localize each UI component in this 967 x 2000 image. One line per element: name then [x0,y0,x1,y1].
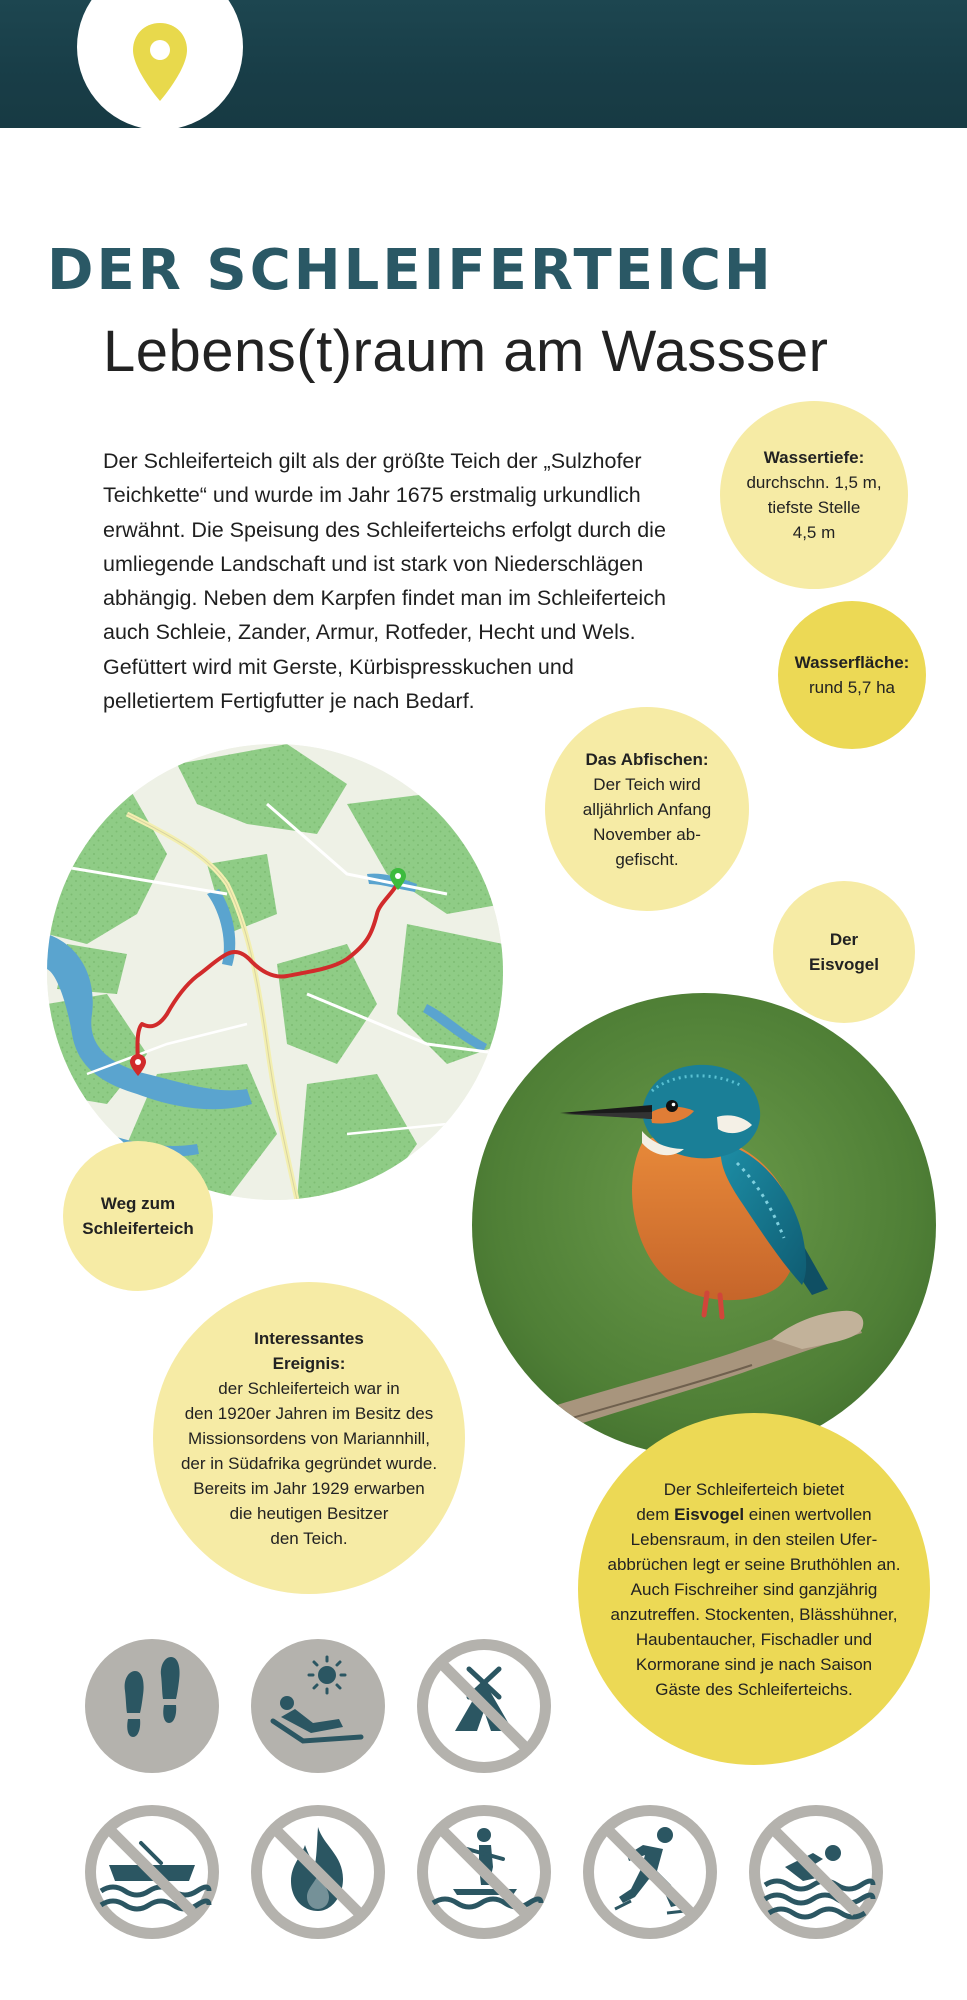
intro-line: erwähnt. Die Speisung des Schleiferteichs erfolgt durch die [103,517,666,542]
fact-eisvogel-text [578,1413,930,1765]
no-paddleboard-icon [417,1805,551,1939]
intro-text [103,444,693,718]
no-boating-icon [85,1805,219,1939]
kingfisher-photo [472,993,936,1457]
fact-line: den Teich. [270,1528,348,1548]
location-pin-icon [130,21,190,105]
no-ice-skating-icon [583,1805,717,1939]
intro-line: pelletiertem Fertigfutter je nach Bedarf. [103,689,475,714]
fact-wasserflaeche [778,601,926,749]
fact-line: die heutigen Besitzer [229,1503,389,1523]
fact-label: Schleiferteich [82,1219,194,1238]
no-swimming-icon [749,1805,883,1939]
sunbathing-icon [251,1639,385,1773]
footprints-icon [85,1639,219,1773]
fact-line: Haubentaucher, Fischadler und [635,1629,873,1649]
fact-label: Wassertiefe: [763,448,865,467]
intro-line: Der Schleiferteich gilt als der größte Teich der „Sulzhofer [103,449,642,473]
fact-line: gefischt. [615,849,679,869]
fact-line: alljährlich Anfang [582,799,712,819]
intro-line: abhängig. Neben dem Karpfen findet man im Schleiferteich [103,586,666,611]
no-fire-icon [251,1805,385,1939]
no-camping-icon [417,1639,551,1773]
intro-line: umliegende Landschaft und ist stark von Niederschlägen [103,551,644,576]
fact-line: der Schleiferteich war in [218,1378,400,1398]
fact-line: Der Schleiferteich bietet [663,1479,845,1499]
fact-line: Kormorane sind je nach Saison [635,1654,873,1674]
kingfisher-illustration [472,993,936,1457]
fact-wassertiefe [720,401,908,589]
fact-line: anzutreffen. Stockenten, Blässhühner, [610,1604,898,1624]
fact-line: Auch Fischreiher sind ganzjährig [630,1579,878,1599]
fact-line: Gäste des Schleiferteichs. [655,1679,853,1699]
fact-label: Weg zum [100,1194,176,1213]
fact-line: Missionsordens von Mariannhill, [188,1428,430,1448]
fact-line: November ab- [593,824,701,844]
fact-label: Interessantes [254,1328,364,1348]
fact-line: 4,5 m [792,523,836,542]
fact-label: Das Abfischen: [585,749,709,769]
route-map-graphic [47,744,503,1200]
route-map [47,744,503,1200]
fact-text: einen wertvollen [744,1504,872,1524]
intro-line: Gefüttert wird mit Gerste, Kürbispresskuchen und [103,654,574,679]
intro-line: Teichkette“ und wurde im Jahr 1675 erstmalig urkundlich [103,483,641,508]
intro-line: auch Schleie, Zander, Armur, Rotfeder, Hecht und Wels. [103,620,636,645]
fact-text: dem [636,1504,675,1524]
fact-line: abbrüchen legt er seine Bruthöhlen an. [607,1554,901,1574]
fact-line: durchschn. 1,5 m, [746,473,882,492]
fact-line: den 1920er Jahren im Besitz des [184,1403,434,1423]
fact-abfischen [545,707,749,911]
fact-label: Eisvogel [809,955,879,974]
fact-label: Ereignis: [272,1353,346,1373]
fact-line: Der Teich wird [593,774,701,794]
fact-line: Lebensraum, in den steilen Ufer- [630,1529,878,1549]
page-subtitle: Lebens(t)raum am Wassser [103,319,829,384]
fact-text-bold: Eisvogel [674,1504,745,1524]
fact-label: Wasserfläche: [794,653,910,672]
map-caption-weg [63,1141,213,1291]
fact-line: rund 5,7 ha [808,678,895,697]
fact-label: Der [829,930,859,949]
page-title: DER SCHLEIFERTEICH [47,238,774,303]
fact-line: Bereits im Jahr 1929 erwarben [193,1478,425,1498]
fact-line: tiefste Stelle [767,498,861,517]
fact-ereignis [153,1282,465,1594]
fact-line: der in Südafrika gegründet wurde. [180,1453,438,1473]
fact-eisvogel-heading [773,881,915,1023]
fact-line [608,1502,901,1527]
